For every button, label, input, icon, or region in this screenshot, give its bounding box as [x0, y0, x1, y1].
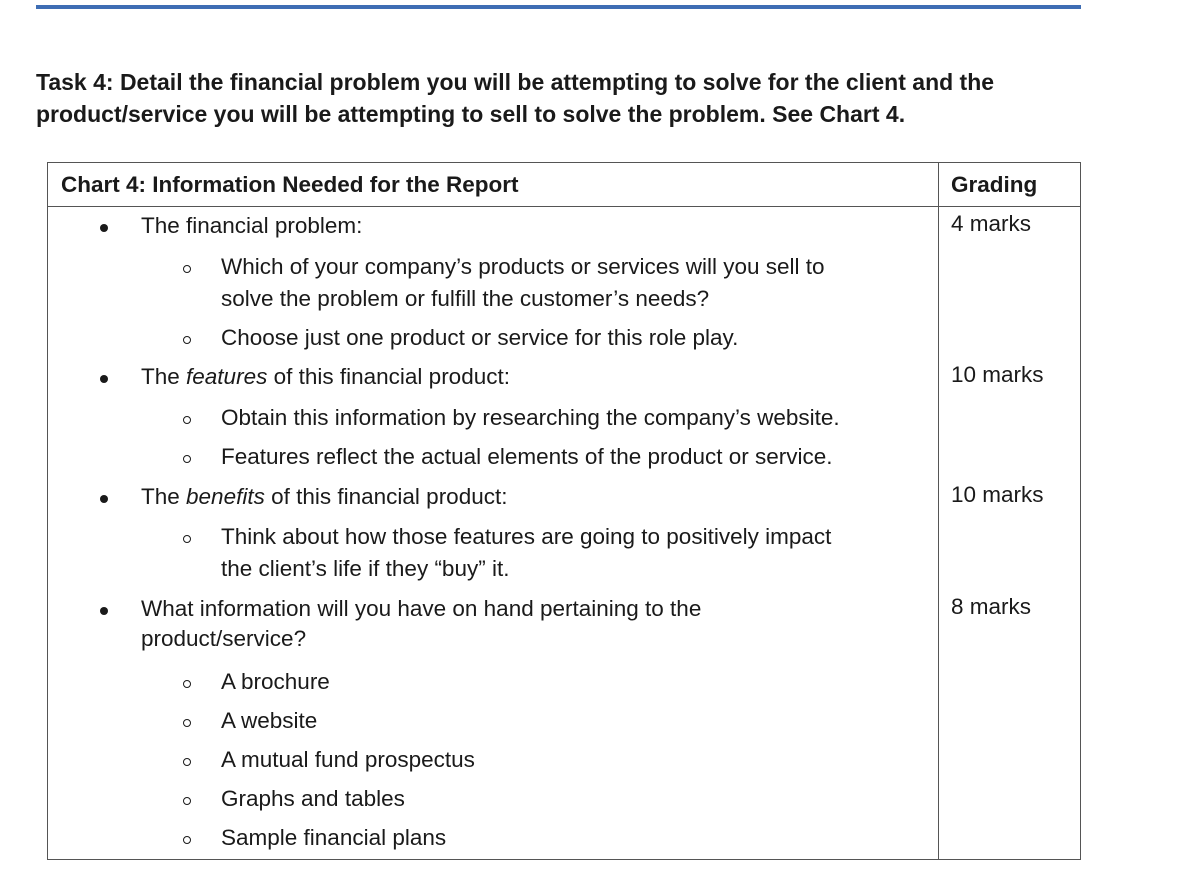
bullet-item-text-part: of this financial product:: [264, 484, 508, 509]
sub-bullet-icon: [183, 719, 191, 727]
sub-item-text: Choose just one product or service for this role play.: [221, 325, 739, 350]
sub-bullet-icon: [183, 265, 191, 273]
table-header-row: [48, 163, 1080, 207]
sub-item-text: the client’s life if they “buy” it.: [221, 556, 510, 581]
sub-item-text: Which of your company’s products or services will you sell to: [221, 254, 825, 279]
grading-marks: 4 marks: [951, 211, 1032, 236]
bullet-icon: [100, 495, 108, 503]
sub-bullet-icon: [183, 416, 191, 424]
bullet-item-text: [141, 593, 701, 625]
grading-marks: 10 marks: [951, 482, 1044, 507]
bullet-icon: [100, 375, 108, 383]
task-heading: [36, 66, 1096, 130]
sub-item-text: Sample financial plans: [221, 825, 447, 850]
bullet-icon: [100, 607, 108, 615]
sub-item-text: Graphs and tables: [221, 786, 405, 811]
chart-4-table: [47, 162, 1081, 860]
sub-item-text: Features reflect the actual elements of the product or service.: [221, 444, 833, 469]
sub-bullet-icon: [183, 836, 191, 844]
table-header-information: Chart 4: Information Needed for the Report: [61, 172, 519, 197]
bullet-item-text-part: What information will you have on hand pertaining to the: [141, 596, 702, 621]
bullet-item-emphasis: features: [186, 364, 268, 389]
column-divider: [938, 163, 939, 859]
bullet-item-text: [141, 481, 507, 513]
sub-item-text: solve the problem or fulfill the customer’s needs?: [221, 286, 710, 311]
sub-bullet-icon: [183, 680, 191, 688]
bullet-item-text-part: The: [141, 364, 187, 389]
sub-item-text: A mutual fund prospectus: [221, 747, 475, 772]
bullet-item-text-part: of this financial product:: [267, 364, 510, 389]
bullet-icon: [100, 224, 108, 232]
sub-bullet-icon: [183, 336, 191, 344]
sub-item-text: A website: [221, 708, 318, 733]
bullet-item-text-line-2: product/service?: [141, 626, 307, 651]
task-heading-line-1: Task 4: Detail the financial problem you will be attempting to solve for the client and the: [36, 69, 995, 95]
bullet-item-text: [141, 361, 510, 393]
sub-bullet-icon: [183, 535, 191, 543]
bullet-item-text-part: The financial problem:: [141, 213, 363, 238]
sub-item-text: Think about how those features are going to positively impact: [221, 524, 832, 549]
grading-marks: 10 marks: [951, 362, 1044, 387]
top-rule: [36, 5, 1081, 9]
sub-item-text: Obtain this information by researching the company’s website.: [221, 405, 840, 430]
sub-bullet-icon: [183, 758, 191, 766]
sub-bullet-icon: [183, 455, 191, 463]
grading-marks: 8 marks: [951, 594, 1032, 619]
sub-item-text: A brochure: [221, 669, 330, 694]
task-heading-line-2: product/service you will be attempting to sell to solve the problem. See Chart 4.: [36, 101, 906, 127]
sub-bullet-icon: [183, 797, 191, 805]
bullet-item-emphasis: benefits: [186, 484, 265, 509]
bullet-item-text: [141, 210, 362, 242]
table-header-grading: Grading: [951, 172, 1038, 197]
bullet-item-text-part: The: [141, 484, 187, 509]
